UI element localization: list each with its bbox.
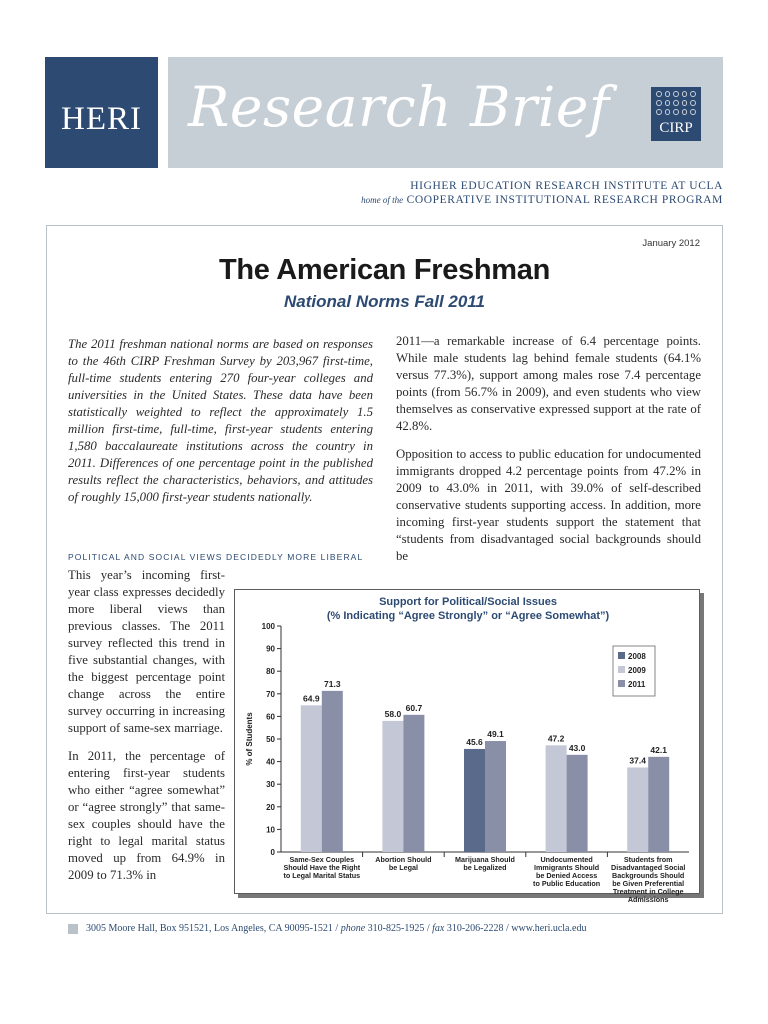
y-axis-label: % of Students xyxy=(245,712,254,766)
bar-2009-5 xyxy=(627,767,648,852)
category-label: to Legal Marital Status xyxy=(283,871,361,880)
category-label: Immigrants Should xyxy=(534,863,600,872)
legend-label: 2008 xyxy=(628,652,646,661)
category-label: Treatment in College xyxy=(612,887,684,896)
bar-2009-4 xyxy=(546,745,567,852)
body-paragraph: This year’s incoming first-year class expresses decidedly more liberal views than previous classes. The 2011 survey reflected this trend in five substantial changes, with the biggest percentage point change across the entire survey occurring in increasing support of same-sex marriage. xyxy=(68,568,225,735)
institute-name xyxy=(361,179,723,207)
home-prefix: home of the xyxy=(361,195,404,205)
y-tick-label: 0 xyxy=(270,848,275,857)
bar-2011-5 xyxy=(648,757,669,852)
data-label: 43.0 xyxy=(568,742,586,753)
cirp-logo xyxy=(651,87,701,141)
body-paragraph: Opposition to access to public education for undocumented immigrants dropped 4.2 percentage points from 47.2% in 2009 to 43.0% in 2011, with 39.0% of self-described conservative students supporting access. In addition, more incoming first-year students support the statement that “students from disadvantaged social backgrounds should be xyxy=(396,447,701,563)
footer-address: 3005 Moore Hall, Box 951521, Los Angeles, CA 90095-1521 / xyxy=(86,923,339,934)
legend-label: 2011 xyxy=(628,680,646,689)
data-label: 37.4 xyxy=(629,755,646,766)
data-label: 49.1 xyxy=(487,729,504,740)
category-label: be Legal xyxy=(388,863,418,872)
y-tick-label: 10 xyxy=(266,825,275,835)
data-label: 47.2 xyxy=(547,733,565,744)
category-label: Undocumented xyxy=(540,855,593,864)
y-tick-label: 90 xyxy=(266,644,275,654)
y-tick-label: 100 xyxy=(261,622,275,631)
legend-label: 2009 xyxy=(628,666,646,675)
y-tick-label: 40 xyxy=(266,757,275,767)
body-paragraph: In 2011, the percentage of entering first-year students who either “agree somewhat” or “agree strongly” that same-sex couples should have the right to legal marital status moved up from 64.9% in 2009 to 71.3% in xyxy=(68,749,225,882)
bar-2008-3 xyxy=(464,749,485,852)
category-label: be Legalized xyxy=(463,863,507,872)
data-label: 45.6 xyxy=(466,736,483,747)
data-label: 71.3 xyxy=(324,678,341,689)
bar-2011-3 xyxy=(485,741,506,852)
institute-line: HIGHER EDUCATION RESEARCH INSTITUTE AT UCLA xyxy=(410,180,723,192)
body-paragraph: 2011—a remarkable increase of 6.4 percentage points. While male students lag behind female students (64.1% versus 77.3%), support among males rose 7.4 percentage points (from 56.7% in 2009), and even students who view themselves as conservative expressed support at the rate of 42.8%. xyxy=(396,334,701,433)
footer-phone-label: phone xyxy=(340,923,366,934)
footer-contact xyxy=(86,923,586,934)
bar-2011-4 xyxy=(567,755,588,852)
intro-paragraph: The 2011 freshman national norms are based on responses to the 46th CIRP Freshman Survey by 203,967 first-time, full-time students entering 270 four-year colleges and universities in the United States. These data have been statistically weighted to reflect the approximately 1.5 million first-time, full-time, first-year students entering 1,580 baccalaureate institutions across the country in 2011. Differences of one percentage point in the published results reflect the characteristics, behaviors, and attitudes of roughly 15,000 first-year students nationally. xyxy=(68,337,373,504)
y-tick-label: 50 xyxy=(266,735,275,744)
issue-date: January 2012 xyxy=(642,238,700,249)
bar-2009-1 xyxy=(301,705,322,852)
category-label: Backgrounds Should xyxy=(612,871,685,880)
heri-logo-text: HERI xyxy=(61,101,142,137)
right-column xyxy=(396,333,701,576)
page-subtitle: National Norms Fall 2011 xyxy=(284,292,485,311)
heri-logo xyxy=(45,57,158,168)
research-brief-banner xyxy=(168,57,723,168)
page-title: The American Freshman xyxy=(218,254,551,286)
bar-2009-2 xyxy=(382,721,403,852)
y-tick-label: 60 xyxy=(266,712,275,722)
section-heading: POLITICAL AND SOCIAL VIEWS DECIDEDLY MORE LIBERAL xyxy=(68,552,364,562)
left-column xyxy=(68,567,225,895)
bar-2011-2 xyxy=(403,715,424,852)
cirp-grid-icon xyxy=(656,91,696,115)
data-label: 58.0 xyxy=(384,708,402,719)
data-label: 60.7 xyxy=(405,702,423,713)
category-label: Disadvantaged Social xyxy=(611,863,686,872)
program-name: COOPERATIVE INSTITUTIONAL RESEARCH PROGRAM xyxy=(406,194,723,206)
cirp-logo-text: CIRP xyxy=(659,120,693,136)
category-label: be Denied Access xyxy=(535,871,598,880)
research-brief-title: Research Brief xyxy=(188,75,610,139)
y-tick-label: 70 xyxy=(266,689,275,699)
bar-2011-1 xyxy=(322,691,343,852)
category-label: Students from xyxy=(623,855,673,864)
legend-swatch xyxy=(618,666,625,673)
legend-swatch xyxy=(618,680,625,687)
content-box xyxy=(46,225,723,914)
legend-swatch xyxy=(618,652,625,659)
chart-title: Support for Political/Social Issues xyxy=(379,596,557,608)
bar-chart xyxy=(234,589,700,904)
category-label: Admissions xyxy=(627,895,669,904)
footer-phone: 310-825-1925 / xyxy=(367,923,430,934)
program-line xyxy=(361,193,723,207)
data-label: 64.9 xyxy=(303,693,320,704)
category-label: Should Have the Right xyxy=(283,863,361,872)
y-tick-label: 20 xyxy=(266,802,275,812)
footer-square-icon xyxy=(68,924,78,934)
footer-fax-label: fax xyxy=(432,923,445,934)
category-label: Same-Sex Couples xyxy=(289,855,355,864)
category-label: Abortion Should xyxy=(375,855,432,864)
chart-canvas xyxy=(235,590,701,904)
chart-subtitle: (% Indicating “Agree Strongly” or “Agree Somewhat”) xyxy=(326,610,610,622)
category-label: to Public Education xyxy=(533,879,601,888)
category-label: Marijuana Should xyxy=(455,855,515,864)
data-label: 42.1 xyxy=(650,744,667,755)
y-tick-label: 80 xyxy=(266,667,275,677)
category-label: be Given Preferential xyxy=(612,879,685,888)
footer-fax: 310-206-2228 / www.heri.ucla.edu xyxy=(446,923,587,934)
y-tick-label: 30 xyxy=(266,780,275,790)
footer xyxy=(68,923,586,934)
